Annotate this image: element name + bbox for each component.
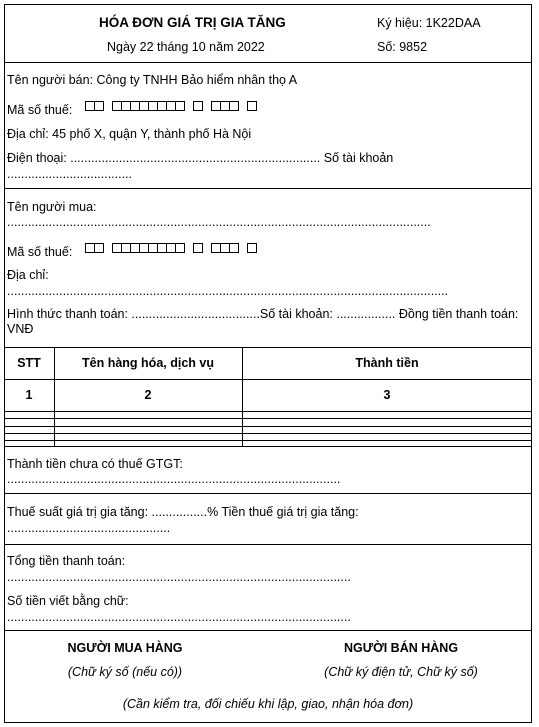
table-header-name: Tên hàng hóa, dịch vụ [82, 356, 214, 370]
buyer-tax-code-boxes [85, 243, 256, 253]
seller-tax-code-label: Mã số thuế: [7, 103, 73, 117]
divider [4, 347, 532, 348]
divider [4, 62, 532, 63]
buyer-sign-note: (Chữ ký số (nếu có)) [67, 665, 183, 679]
seller-phone-line: Điện thoại: ........................................................................ Số tài khoản [7, 151, 394, 165]
invoice-title: HÓA ĐƠN GIÁ TRỊ GIA TĂNG [99, 15, 286, 30]
words-dots: ................................................................................................... [7, 610, 351, 624]
table-row [4, 418, 532, 419]
buyer-sign-title: NGƯỜI MUA HÀNG [67, 641, 183, 655]
table-index-2: 2 [144, 388, 152, 402]
buyer-tax-code-label: Mã số thuế: [7, 245, 73, 259]
seller-sign-title: NGƯỜI BÁN HÀNG [343, 641, 459, 655]
subtotal-label: Thành tiền chưa có thuế GTGT: [7, 457, 183, 471]
divider [4, 630, 532, 631]
buyer-address-label: Địa chỉ: [7, 268, 49, 282]
seller-tax-code-boxes [85, 101, 256, 111]
buyer-name-label: Tên người mua: [7, 200, 97, 214]
seller-address: Địa chỉ: 45 phố X, quận Y, thành phố Hà Nội [7, 127, 252, 141]
footer-note: (Cần kiểm tra, đối chiếu khi lập, giao, nhận hóa đơn) [122, 697, 414, 711]
buyer-address-dots: ............................................................................................................................... [7, 284, 449, 298]
total-label: Tổng tiền thanh toán: [7, 554, 126, 568]
seller-name: Tên người bán: Công ty TNHH Bảo hiểm nhân thọ A [7, 73, 298, 87]
total-dots: ................................................................................................... [7, 570, 351, 584]
table-index-1: 1 [25, 388, 33, 402]
words-label: Số tiền viết bằng chữ: [7, 594, 129, 608]
invoice-date: Ngày 22 tháng 10 năm 2022 [107, 40, 265, 54]
divider [4, 188, 532, 189]
divider [4, 544, 532, 545]
table-row [4, 433, 532, 434]
seller-dots: .................................... [7, 167, 133, 181]
divider [4, 493, 532, 494]
table-index-3: 3 [383, 388, 391, 402]
table-row [4, 411, 532, 412]
table-row [4, 426, 532, 427]
invoice-number: Số: 9852 [377, 40, 428, 54]
table-row [4, 440, 532, 441]
seller-sign-note: (Chữ ký điện tử, Chữ ký số) [324, 665, 478, 679]
payment-line: Hình thức thanh toán: .....................................Số tài khoản: ................. Đồng tiền thanh toán: VNĐ [7, 307, 519, 336]
buyer-name-dots: .......................................................................................................................... [7, 215, 431, 229]
divider [4, 446, 532, 447]
invoice-symbol: Ký hiệu: 1K22DAA [377, 16, 481, 30]
vat-line: Thuế suất giá trị gia tăng: ................% Tiền thuế giá trị gia tăng: [7, 505, 359, 519]
subtotal-dots: ................................................................................................ [7, 472, 341, 486]
vat-dots: ............................................... [7, 521, 171, 535]
table-header-amount: Thành tiền [355, 356, 419, 370]
divider [4, 379, 532, 380]
table-header-stt: STT [17, 356, 41, 370]
